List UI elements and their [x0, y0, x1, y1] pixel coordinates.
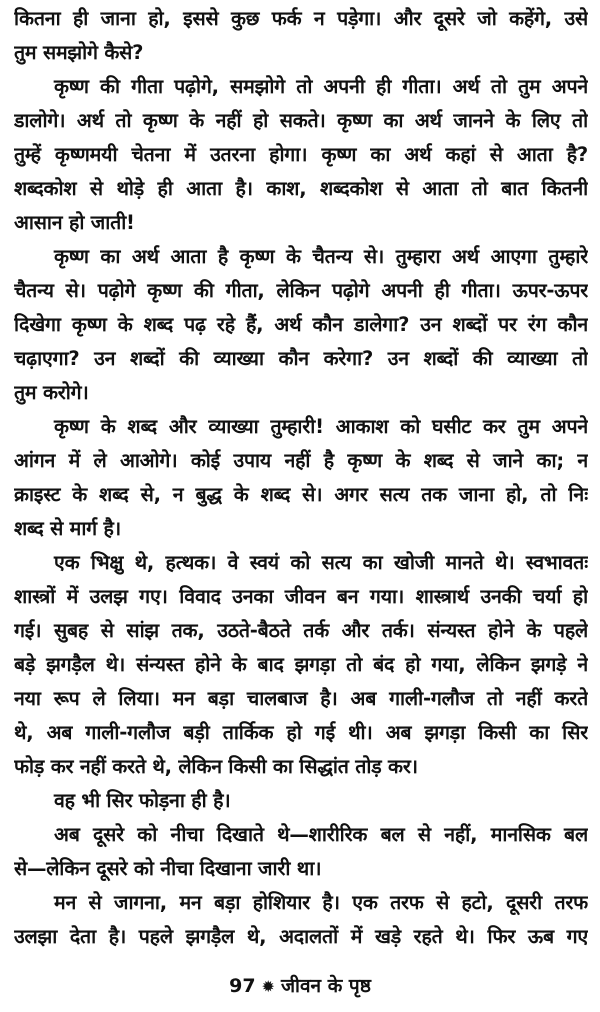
text-line: तुम करोगे।	[14, 381, 89, 404]
text-line: शब्दकोश से थोड़े ही आता है। काश, शब्दकोश से आता तो बात कितनी	[14, 177, 588, 200]
text-line: कितना ही जाना हो, इससे कुछ फर्क न पड़ेगा। और दूसरे जो कहेंगे, उसे	[14, 7, 588, 30]
text-line: उलझा देता है। पहले झगड़ैल थे, अदालतों में खड़े रहते थे। फिर ऊब गए	[14, 925, 588, 948]
text-line: डालोगे। अर्थ तो कृष्ण के नहीं हो सकते। कृष्ण का अर्थ जानने के लिए तो	[14, 109, 588, 132]
text-line: मन से जागना, मन बड़ा होशियार है। एक तरफ से हटो, दूसरी तरफ	[54, 891, 588, 914]
text-line: चैतन्य से। पढ़ोगे कृष्ण की गीता, लेकिन पढ़ोगे अपनी ही गीता। ऊपर-ऊपर	[14, 279, 588, 302]
text-line: आसान हो जाती!	[14, 211, 135, 234]
text-line: फोड़ कर नहीं करते थे, लेकिन किसी का सिद्धांत तोड़ कर।	[14, 755, 418, 778]
text-line: शास्त्रों में उलझ गए। विवाद उनका जीवन बन गया। शास्त्रार्थ उनकी चर्या हो	[14, 585, 588, 608]
text-line: तुम्हें कृष्णमयी चेतना में उतरना होगा। कृष्ण का अर्थ कहां से आता है?	[14, 143, 588, 166]
text-line: क्राइस्ट के शब्द से, न बुद्ध के शब्द से। अगर सत्य तक जाना हो, तो निः	[14, 483, 588, 506]
text-line: चढ़ाएगा? उन शब्दों की व्याख्या कौन करेगा? उन शब्दों की व्याख्या तो	[14, 347, 588, 370]
text-line: कृष्ण की गीता पढ़ोगे, समझोगे तो अपनी ही गीता। अर्थ तो तुम अपने	[54, 75, 588, 98]
text-line: कृष्ण का अर्थ आता है कृष्ण के चैतन्य से। तुम्हारा अर्थ आएगा तुम्हारे	[54, 245, 588, 268]
text-line: कृष्ण के शब्द और व्याख्या तुम्हारी! आकाश को घसीट कर तुम अपने	[54, 415, 588, 438]
text-line: थे, अब गाली-गलौज बड़ी तार्किक हो गई थी। अब झगड़ा किसी का सिर	[14, 721, 588, 744]
page-body	[14, 2, 588, 954]
text-line: शब्द से मार्ग है।	[14, 517, 121, 540]
text-line: गई। सुबह से सांझ तक, उठते-बैठते तर्क और तर्क। संन्यस्त होने के पहले	[14, 619, 588, 642]
page-number: 97	[229, 975, 256, 997]
text-line: नया रूप ले लिया। मन बड़ा चालबाज है। अब गाली-गलौज तो नहीं करते	[14, 687, 588, 710]
text-line: एक भिक्षु थे, हत्थक। वे स्वयं को सत्य का खोजी मानते थे। स्वभावतः	[54, 551, 588, 574]
text-line: तुम समझोगे कैसे?	[14, 41, 144, 64]
text-line: वह भी सिर फोड़ना ही है।	[54, 789, 231, 812]
book-title: जीवन के पृष्ठ	[280, 975, 371, 997]
text-line: बड़े झगड़ैल थे। संन्यस्त होने के बाद झगड़ा तो बंद हो गया, लेकिन झगड़े ने	[14, 653, 588, 676]
text-line: से—लेकिन दूसरे को नीचा दिखाना जारी था।	[14, 857, 322, 880]
flower-ornament-icon: ✹	[261, 977, 275, 996]
text-line: आंगन में ले आओगे। कोई उपाय नहीं है कृष्ण के शब्द से जाने का; न	[14, 449, 588, 472]
page-footer	[0, 972, 600, 998]
text-line: अब दूसरे को नीचा दिखाते थे—शारीरिक बल से नहीं, मानसिक बल	[54, 823, 588, 846]
text-line: दिखेगा कृष्ण के शब्द पढ़ रहे हैं, अर्थ कौन डालेगा? उन शब्दों पर रंग कौन	[14, 313, 588, 336]
